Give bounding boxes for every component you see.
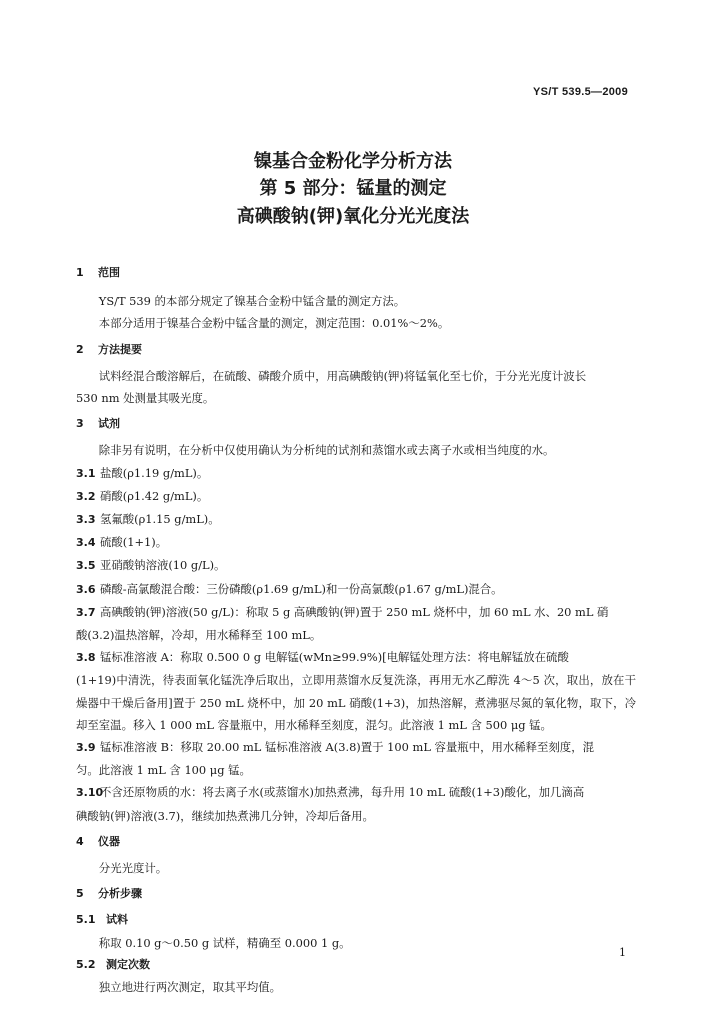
item-text: 磷酸-高氯酸混合酸：三份磷酸(ρ1.69 g/mL)和一份高氯酸(ρ1.67 g/mL)混合。 — [100, 581, 503, 596]
reagent-item — [76, 485, 636, 508]
scope-paragraph-2: 本部分适用于镍基合金粉中锰含量的测定，测定范围：0.01%～2%。 — [98, 316, 450, 331]
section-title: 范围 — [98, 266, 120, 279]
item-number: 3.6 — [76, 582, 96, 596]
item-text: 硫酸(1+1)。 — [100, 535, 168, 550]
reagent-item — [76, 554, 636, 577]
reagent-item — [76, 531, 636, 554]
item-number: 3.2 — [76, 489, 96, 503]
item-number: 3.8 — [76, 651, 96, 665]
item-text: 亚硝酸钠溶液(10 g/L)。 — [100, 558, 226, 573]
reagent-item — [76, 578, 636, 601]
document-body — [76, 262, 636, 998]
principle-paragraph: 试料经混合酸溶解后，在硫酸、磷酸介质中，用高碘酸钠(钾)将锰氧化至七价，于分光光度计波长 — [98, 368, 587, 383]
reagent-item-cont: 碘酸钠(钾)溶液(3.7)，继续加热煮沸几分钟，冷却后备用。 — [76, 808, 374, 823]
subsection-number: 5.2 — [76, 957, 96, 971]
section-title: 仪器 — [98, 834, 120, 848]
reagents-intro: 除非另有说明，在分析中仅使用确认为分析纯的试剂和蒸馏水或去离子水或相当纯度的水。 — [98, 443, 555, 458]
section-number: 4 — [76, 834, 84, 848]
section-title: 分析步骤 — [98, 887, 142, 901]
section-number: 2 — [76, 342, 84, 356]
section-title: 试剂 — [98, 417, 120, 431]
section-number: 3 — [76, 417, 84, 431]
item-number: 3.5 — [76, 559, 96, 573]
procedure-sample-text: 称取 0.10 g～0.50 g 试样，精确至 0.000 1 g。 — [98, 935, 351, 950]
reagent-item-cont: 酸(3.2)温热溶解，冷却，用水稀释至 100 mL。 — [76, 628, 322, 643]
section-number: 1 — [76, 266, 84, 279]
section-number: 5 — [76, 887, 84, 901]
reagent-item-cont: 匀。此溶液 1 mL 含 100 μg 锰。 — [76, 763, 251, 778]
section-heading-scope — [76, 262, 636, 284]
item-text: 锰标准溶液 B：移取 20.00 mL 锰标准溶液 A(3.8)置于 100 mL 容量瓶中，用水稀释至刻度，混 — [100, 740, 594, 755]
section-heading-apparatus — [76, 831, 636, 853]
reagent-item — [76, 646, 636, 669]
reagent-item — [76, 601, 636, 624]
item-text: 硝酸(ρ1.42 g/mL)。 — [100, 488, 209, 503]
section-heading-reagents — [76, 413, 636, 435]
document-title-line1: 镍基合金粉化学分析方法 — [254, 151, 452, 172]
subsection-heading — [76, 954, 636, 976]
subsection-title: 试料 — [106, 913, 128, 927]
item-number: 3.10 — [76, 786, 104, 800]
apparatus-paragraph: 分光光度计。 — [98, 861, 168, 876]
standard-code: YS/T 539.5—2009 — [532, 86, 628, 98]
reagent-item-cont: (1+19)中清洗，待表面氧化锰洗净后取出，立即用蒸馏水反复洗涤，再用无水乙醇洗 4～5 次，取出，放在干燥器中干燥后备用]置于 250 mL 烧杯中，加 20 mL 硝酸(1+3)，加热溶解，煮沸驱尽氮的氧化物，取下，冷却至室温。移入 1 000 mL 容量瓶中，用水稀释至刻度，混匀。此溶液 1 mL 含 500 μg 锰。 — [76, 673, 636, 732]
item-text: 氢氟酸(ρ1.15 g/mL)。 — [100, 512, 220, 527]
item-text: 锰标准溶液 A：称取 0.500 0 g 电解锰(wMn≥99.9%)[电解锰处理方法：将电解锰放在硫酸 — [100, 650, 569, 665]
procedure-determinations-text: 独立地进行两次测定，取其平均值。 — [98, 980, 282, 995]
subsection-heading — [76, 909, 636, 931]
scope-paragraph-1: YS/T 539 的本部分规定了镍基合金粉中锰含量的测定方法。 — [98, 294, 406, 309]
reagent-item — [76, 781, 636, 804]
document-title-line2: 第 5 部分：锰量的测定 — [259, 178, 447, 199]
reagent-item — [76, 462, 636, 485]
page-number: 1 — [619, 946, 626, 959]
item-text: 盐酸(ρ1.19 g/mL)。 — [100, 465, 209, 480]
item-text: 不含还原物质的水：将去离子水(或蒸馏水)加热煮沸，每升用 10 mL 硫酸(1+3)酸化，加几滴高 — [100, 785, 585, 800]
section-heading-principle — [76, 339, 636, 361]
item-number: 3.1 — [76, 466, 96, 480]
section-title: 方法提要 — [98, 342, 142, 356]
reagent-item — [76, 508, 636, 531]
item-number: 3.9 — [76, 741, 96, 755]
item-number: 3.7 — [76, 605, 96, 619]
item-text: 高碘酸钠(钾)溶液(50 g/L)：称取 5 g 高碘酸钠(钾)置于 250 mL 烧杯中，加 60 mL 水、20 mL 硝 — [100, 604, 609, 619]
reagent-item — [76, 736, 636, 759]
subsection-number: 5.1 — [76, 913, 96, 927]
item-number: 3.3 — [76, 513, 96, 527]
subsection-title: 测定次数 — [106, 957, 150, 971]
item-number: 3.4 — [76, 536, 96, 550]
section-heading-procedure — [76, 883, 636, 905]
document-title-line3: 高碘酸钠(钾)氧化分光光度法 — [236, 206, 470, 227]
principle-paragraph-cont: 530 nm 处测量其吸光度。 — [76, 391, 215, 406]
